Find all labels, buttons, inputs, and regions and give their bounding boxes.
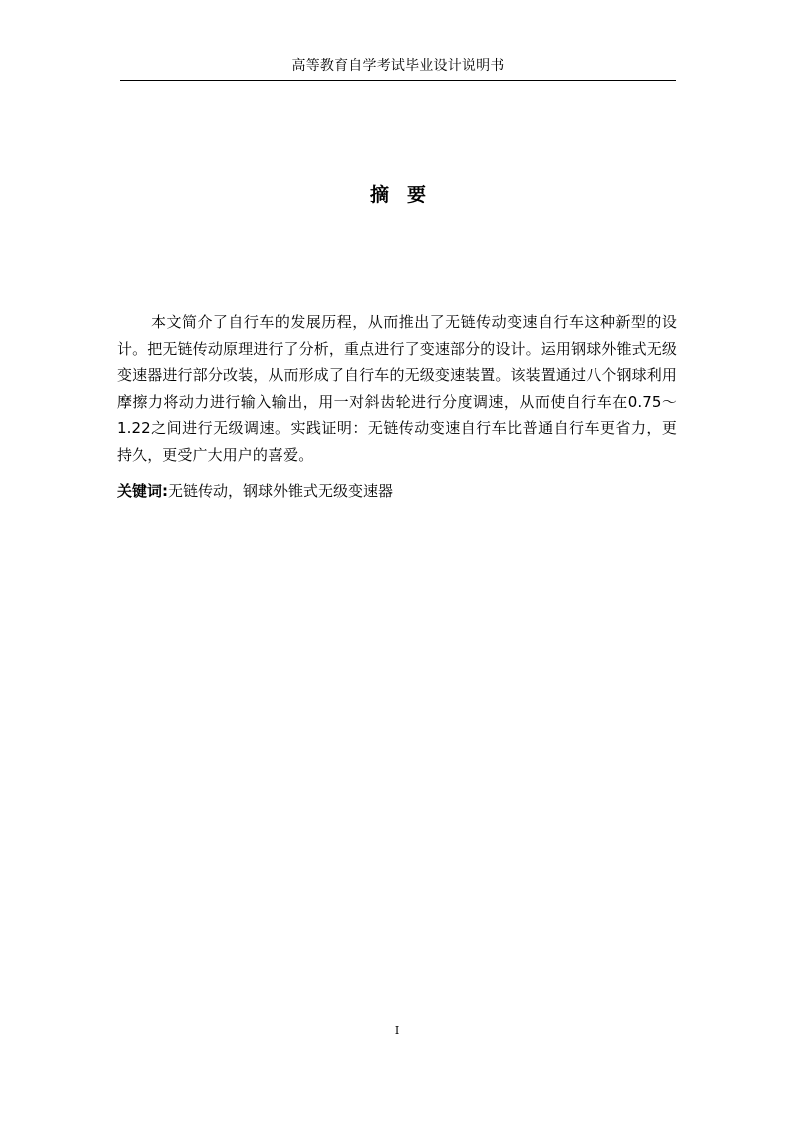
page-number: I	[394, 1024, 400, 1037]
page-header	[120, 52, 676, 81]
keywords-value: 无链传动，钢球外锥式无级变速器	[168, 482, 394, 500]
header-title: 高等教育自学考试毕业设计说明书	[291, 58, 505, 74]
keywords-line	[117, 478, 677, 504]
abstract-paragraph: 本文简介了自行车的发展历程，从而推出了无链传动变速自行车这种新型的设计。把无链传动原理进行了分析，重点进行了变速部分的设计。运用钢球外锥式无级变速器进行部分改装，从而形成了自行车的无级变速装置。该装置通过八个钢球利用摩擦力将动力进行输入输出，用一对斜齿轮进行分度调速，从而使自行车在0.75～1.22之间进行无级调速。实践证明：无链传动变速自行车比普通自行车更省力，更持久，更受广大用户的喜爱。	[117, 313, 677, 464]
section-title: 摘要	[369, 184, 444, 206]
keywords-label: 关键词:	[117, 482, 168, 500]
